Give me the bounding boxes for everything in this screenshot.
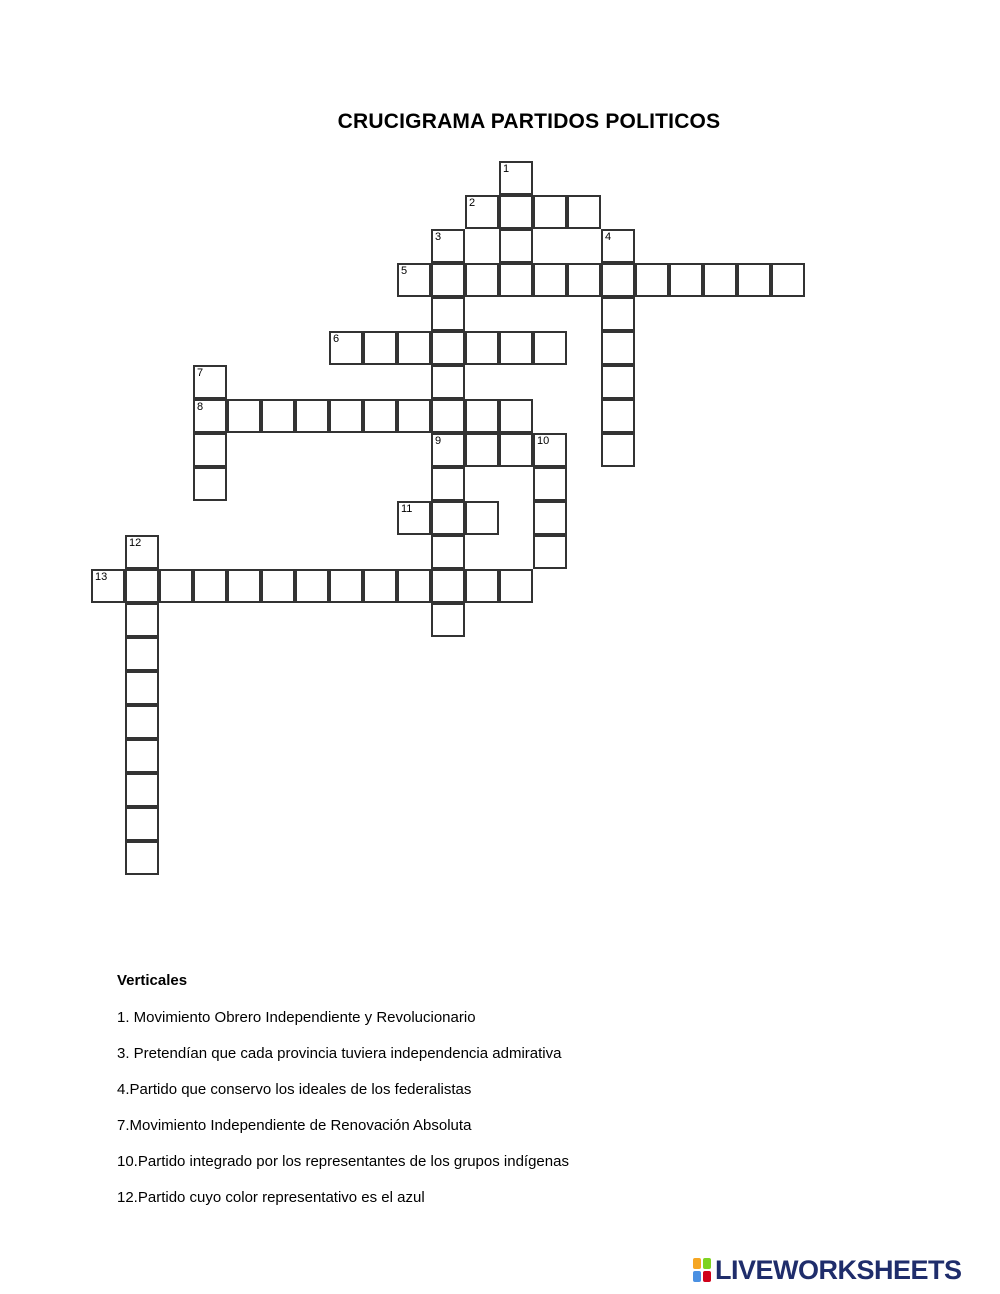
cell-letter-input[interactable] [501, 265, 531, 295]
clue-12: 12.Partido cuyo color representativo es el azul [117, 1189, 425, 1206]
cell-letter-input[interactable] [569, 265, 599, 295]
grid-cell[interactable] [125, 841, 159, 875]
grid-cell[interactable] [193, 399, 227, 433]
cell-letter-input[interactable] [433, 503, 463, 533]
cell-letter-input[interactable] [603, 401, 633, 431]
cell-letter-input[interactable] [467, 401, 497, 431]
cell-letter-input[interactable] [433, 265, 463, 295]
cell-letter-input[interactable] [127, 537, 157, 567]
cell-letter-input[interactable] [501, 163, 531, 193]
clue-number: 3 [435, 231, 442, 243]
grid-cell[interactable] [193, 467, 227, 501]
grid-cell[interactable] [125, 739, 159, 773]
clues-section [117, 972, 817, 1225]
grid-cell[interactable] [261, 399, 295, 433]
clues-heading: Verticales [117, 972, 188, 989]
grid-cell[interactable] [465, 331, 499, 365]
cell-letter-input[interactable] [365, 333, 395, 363]
cell-letter-input[interactable] [739, 265, 769, 295]
grid-cell[interactable] [329, 569, 363, 603]
grid-cell[interactable] [363, 569, 397, 603]
cell-letter-input[interactable] [195, 401, 225, 431]
cell-letter-input[interactable] [399, 401, 429, 431]
cell-letter-input[interactable] [127, 571, 157, 601]
cell-letter-input[interactable] [433, 231, 463, 261]
cell-letter-input[interactable] [671, 265, 701, 295]
grid-cell[interactable] [567, 195, 601, 229]
clue-number: 11 [401, 503, 413, 515]
cell-letter-input[interactable] [365, 401, 395, 431]
grid-cell[interactable] [125, 671, 159, 705]
cell-letter-input[interactable] [229, 401, 259, 431]
grid-cell[interactable] [499, 229, 533, 263]
clue-number: 2 [469, 197, 476, 209]
cell-letter-input[interactable] [433, 469, 463, 499]
logo-text: LIVEWORKSHEETS [715, 1254, 962, 1285]
grid-cell[interactable] [601, 331, 635, 365]
grid-cell[interactable] [533, 535, 567, 569]
cell-letter-input[interactable] [331, 401, 361, 431]
grid-cell[interactable] [601, 365, 635, 399]
cell-letter-input[interactable] [127, 741, 157, 771]
liveworksheets-logo [692, 1253, 962, 1287]
cell-letter-input[interactable] [467, 571, 497, 601]
cell-letter-input[interactable] [467, 503, 497, 533]
clue-1: 1. Movimiento Obrero Independiente y Revolucionario [117, 1009, 476, 1026]
cell-letter-input[interactable] [399, 265, 429, 295]
cell-letter-input[interactable] [501, 435, 531, 465]
cell-letter-input[interactable] [705, 265, 735, 295]
grid-cell[interactable] [533, 331, 567, 365]
clue-4: 4.Partido que conservo los ideales de los federalistas [117, 1081, 472, 1098]
cell-letter-input[interactable] [399, 333, 429, 363]
cell-letter-input[interactable] [433, 571, 463, 601]
grid-cell[interactable] [227, 569, 261, 603]
grid-cell[interactable] [397, 399, 431, 433]
grid-cell[interactable] [465, 433, 499, 467]
grid-cell[interactable] [771, 263, 805, 297]
cell-letter-input[interactable] [93, 571, 123, 601]
cell-letter-input[interactable] [127, 605, 157, 635]
cell-letter-input[interactable] [297, 401, 327, 431]
cell-letter-input[interactable] [501, 401, 531, 431]
cell-letter-input[interactable] [195, 367, 225, 397]
grid-cell[interactable] [601, 297, 635, 331]
grid-cell[interactable] [601, 263, 635, 297]
grid-cell[interactable] [125, 773, 159, 807]
grid-cell[interactable] [499, 263, 533, 297]
clue-number: 10 [537, 435, 550, 447]
clue-number: 13 [95, 571, 108, 583]
cell-letter-input[interactable] [433, 367, 463, 397]
cell-letter-input[interactable] [127, 843, 157, 873]
cell-letter-input[interactable] [501, 197, 531, 227]
clue-number: 1 [503, 163, 510, 175]
grid-cell[interactable] [499, 433, 533, 467]
grid-cell[interactable] [261, 569, 295, 603]
grid-cell[interactable] [397, 569, 431, 603]
clue-number: 6 [333, 333, 340, 345]
cell-letter-input[interactable] [195, 469, 225, 499]
clue-number: 7 [197, 367, 204, 379]
cell-letter-input[interactable] [603, 299, 633, 329]
grid-cell[interactable] [431, 467, 465, 501]
grid-cell[interactable] [533, 501, 567, 535]
grid-cell[interactable] [397, 501, 431, 535]
cell-letter-input[interactable] [467, 265, 497, 295]
grid-cell[interactable] [125, 705, 159, 739]
grid-cell[interactable] [397, 263, 431, 297]
grid-cell[interactable] [295, 569, 329, 603]
grid-cell[interactable] [125, 807, 159, 841]
grid-cell[interactable] [431, 603, 465, 637]
cell-letter-input[interactable] [127, 639, 157, 669]
grid-cell[interactable] [431, 433, 465, 467]
cell-letter-input[interactable] [535, 469, 565, 499]
grid-cell[interactable] [601, 433, 635, 467]
grid-cell[interactable] [431, 569, 465, 603]
cell-letter-input[interactable] [433, 299, 463, 329]
cell-letter-input[interactable] [161, 571, 191, 601]
grid-cell[interactable] [431, 535, 465, 569]
grid-cell[interactable] [159, 569, 193, 603]
grid-cell[interactable] [363, 399, 397, 433]
grid-cell[interactable] [567, 263, 601, 297]
grid-cell[interactable] [431, 229, 465, 263]
clue-number: 9 [435, 435, 442, 447]
cell-letter-input[interactable] [399, 503, 429, 533]
grid-cell[interactable] [465, 263, 499, 297]
grid-cell[interactable] [295, 399, 329, 433]
cell-letter-input[interactable] [603, 265, 633, 295]
cell-letter-input[interactable] [127, 673, 157, 703]
cell-letter-input[interactable] [569, 197, 599, 227]
cell-letter-input[interactable] [433, 401, 463, 431]
cell-letter-input[interactable] [399, 571, 429, 601]
cell-letter-input[interactable] [433, 605, 463, 635]
grid-cell[interactable] [431, 263, 465, 297]
grid-cell[interactable] [499, 569, 533, 603]
grid-cell[interactable] [193, 365, 227, 399]
grid-cell[interactable] [227, 399, 261, 433]
grid-cell[interactable] [703, 263, 737, 297]
grid-cell[interactable] [363, 331, 397, 365]
clue-7: 7.Movimiento Independiente de Renovación Absoluta [117, 1117, 472, 1134]
grid-cell[interactable] [533, 467, 567, 501]
cell-letter-input[interactable] [297, 571, 327, 601]
cell-letter-input[interactable] [535, 503, 565, 533]
grid-cell[interactable] [329, 331, 363, 365]
cell-letter-input[interactable] [365, 571, 395, 601]
cell-letter-input[interactable] [501, 333, 531, 363]
grid-cell[interactable] [193, 433, 227, 467]
cell-letter-input[interactable] [535, 265, 565, 295]
grid-cell[interactable] [737, 263, 771, 297]
grid-cell[interactable] [431, 365, 465, 399]
clue-10: 10.Partido integrado por los representantes de los grupos indígenas [117, 1153, 569, 1170]
grid-cell[interactable] [465, 195, 499, 229]
cell-letter-input[interactable] [331, 571, 361, 601]
cell-letter-input[interactable] [433, 333, 463, 363]
grid-cell[interactable] [91, 569, 125, 603]
clue-3: 3. Pretendían que cada provincia tuviera independencia admirativa [117, 1045, 562, 1062]
cell-letter-input[interactable] [773, 265, 803, 295]
grid-cell[interactable] [669, 263, 703, 297]
grid-cell[interactable] [465, 569, 499, 603]
grid-cell[interactable] [329, 399, 363, 433]
grid-cell[interactable] [125, 535, 159, 569]
cell-letter-input[interactable] [535, 333, 565, 363]
grid-cell[interactable] [601, 399, 635, 433]
cell-letter-input[interactable] [127, 707, 157, 737]
cell-letter-input[interactable] [535, 537, 565, 567]
grid-cell[interactable] [635, 263, 669, 297]
cell-letter-input[interactable] [331, 333, 361, 363]
clue-number: 5 [401, 265, 408, 277]
clue-number: 8 [197, 401, 204, 413]
cell-letter-input[interactable] [467, 197, 497, 227]
grid-cell[interactable] [533, 433, 567, 467]
grid-cell[interactable] [431, 297, 465, 331]
cell-letter-input[interactable] [433, 435, 463, 465]
grid-cell[interactable] [499, 331, 533, 365]
cell-letter-input[interactable] [195, 435, 225, 465]
grid-cell[interactable] [533, 195, 567, 229]
grid-cell[interactable] [499, 161, 533, 195]
grid-cell[interactable] [431, 399, 465, 433]
grid-cell[interactable] [533, 263, 567, 297]
cell-letter-input[interactable] [535, 435, 565, 465]
cell-letter-input[interactable] [467, 435, 497, 465]
cell-letter-input[interactable] [263, 571, 293, 601]
grid-cell[interactable] [499, 399, 533, 433]
grid-cell[interactable] [193, 569, 227, 603]
grid-cell[interactable] [499, 195, 533, 229]
cell-letter-input[interactable] [127, 775, 157, 805]
cell-letter-input[interactable] [501, 231, 531, 261]
cell-letter-input[interactable] [195, 571, 225, 601]
grid-cell[interactable] [125, 637, 159, 671]
cell-letter-input[interactable] [603, 333, 633, 363]
grid-cell[interactable] [601, 229, 635, 263]
page-title: CRUCIGRAMA PARTIDOS POLITICOS [337, 110, 721, 133]
cell-letter-input[interactable] [467, 333, 497, 363]
grid-cell[interactable] [431, 331, 465, 365]
cell-letter-input[interactable] [637, 265, 667, 295]
cell-letter-input[interactable] [501, 571, 531, 601]
cell-letter-input[interactable] [603, 367, 633, 397]
grid-cell[interactable] [125, 603, 159, 637]
cell-letter-input[interactable] [433, 537, 463, 567]
grid-cell[interactable] [465, 501, 499, 535]
cell-letter-input[interactable] [603, 231, 633, 261]
clue-number: 12 [129, 537, 142, 549]
cell-letter-input[interactable] [263, 401, 293, 431]
cell-letter-input[interactable] [127, 809, 157, 839]
grid-cell[interactable] [125, 569, 159, 603]
liveworksheets-logo-icon [692, 1257, 712, 1283]
grid-cell[interactable] [465, 399, 499, 433]
clue-number: 4 [605, 231, 612, 243]
grid-cell[interactable] [397, 331, 431, 365]
cell-letter-input[interactable] [535, 197, 565, 227]
grid-cell[interactable] [431, 501, 465, 535]
cell-letter-input[interactable] [603, 435, 633, 465]
cell-letter-input[interactable] [229, 571, 259, 601]
